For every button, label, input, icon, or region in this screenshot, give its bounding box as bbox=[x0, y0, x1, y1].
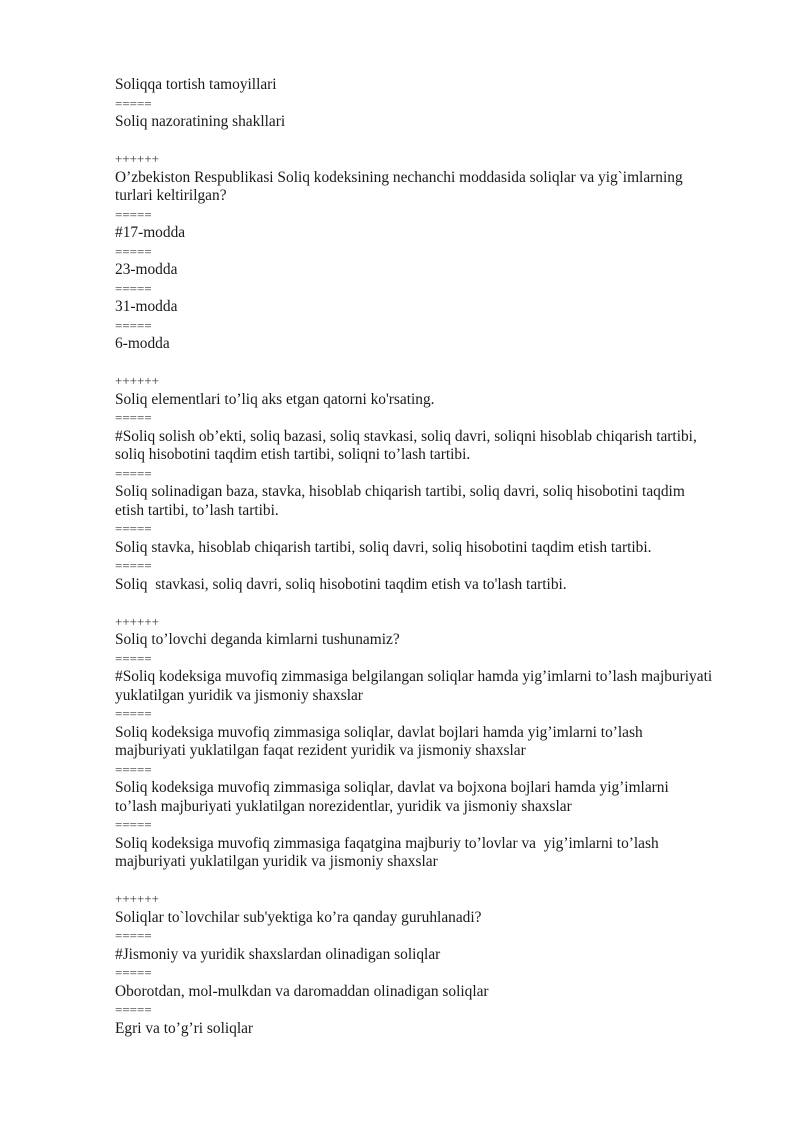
answer-separator: ===== bbox=[115, 558, 152, 573]
text-line: 31-modda bbox=[115, 298, 178, 315]
text-line: O’zbekiston Respublikasi Soliq kodeksining nechanchi moddasida soliqlar va yig`imlarning turlari keltirilgan? bbox=[115, 168, 683, 204]
text-line: Egri va to’g’ri soliqlar bbox=[115, 1019, 254, 1037]
answer-separator: ===== bbox=[115, 817, 152, 832]
text-line: Oborotdan, mol-mulkdan va daromaddan olinadigan soliqlar bbox=[115, 982, 489, 1000]
text-line: Soliq kodeksiga muvofiq zimmasiga faqatgina majburiy to’lovlar va yig’imlarni to’lash majburiyati yuklatilgan yuridik va jismoniy shaxslar bbox=[115, 834, 659, 870]
answer-separator: ===== bbox=[115, 965, 152, 980]
text-line: 6-modda bbox=[115, 335, 170, 352]
answer-separator: ===== bbox=[115, 761, 152, 777]
answer-separator: ===== bbox=[115, 1002, 152, 1017]
answer-separator: ===== bbox=[115, 521, 152, 536]
blank-line bbox=[115, 354, 755, 373]
text-line: Soliq solinadigan baza, stavka, hisoblab chiqarish tartibi, soliq davri, soliq hisobotini taqdim etish tartibi, to’lash tartibi. bbox=[115, 483, 685, 519]
text-line: Soliqqa tortish tamoyillari bbox=[115, 76, 277, 93]
text-line: Soliqlar to`lovchilar sub'yektiga ko’ra qanday guruhlanadi? bbox=[115, 908, 482, 926]
text-line: Soliq kodeksiga muvofiq zimmasiga soliqlar, davlat va bojxona bojlari hamda yig’imlarni to’lash majburiyati yuklatilgan norezidentlar, yuridik va jismoniy shaxslar bbox=[115, 779, 669, 815]
answer-separator: ===== bbox=[115, 206, 152, 222]
answer-separator: ===== bbox=[115, 465, 152, 481]
blank-line bbox=[115, 872, 755, 891]
answer-separator: ===== bbox=[115, 317, 152, 333]
answer-separator: ===== bbox=[115, 243, 152, 259]
document-page bbox=[115, 76, 755, 1038]
text-line: #Soliq solish ob’ekti, soliq bazasi, soliq stavkasi, soliq davri, soliqni hisoblab chiqarish tartibi, soliq hisobotini taqdim etish tartibi, soliqni to’lash tartibi. bbox=[115, 427, 697, 463]
text-line: 23-modda bbox=[115, 261, 178, 278]
blank-line bbox=[115, 594, 755, 613]
text-line: Soliq nazoratining shakllari bbox=[115, 113, 286, 130]
answer-separator: ===== bbox=[115, 650, 152, 666]
question-separator: ++++++ bbox=[115, 373, 159, 388]
answer-separator: ===== bbox=[115, 280, 152, 296]
blank-line bbox=[115, 132, 755, 151]
text-line: Soliq stavkasi, soliq davri, soliq hisobotini taqdim etish va to'lash tartibi. bbox=[115, 575, 567, 593]
question-separator: ++++++ bbox=[115, 891, 159, 906]
answer-separator: ===== bbox=[115, 928, 152, 943]
question-separator: ++++++ bbox=[115, 613, 159, 629]
answer-separator: ===== bbox=[115, 410, 152, 425]
text-line: Soliq kodeksiga muvofiq zimmasiga soliqlar, davlat bojlari hamda yig’imlarni to’lash majburiyati yuklatilgan faqat rezident yuridik va jismoniy shaxslar bbox=[115, 723, 643, 759]
text-line: Soliq stavka, hisoblab chiqarish tartibi, soliq davri, soliq hisobotini taqdim etish tartibi. bbox=[115, 538, 652, 556]
text-line: #Jismoniy va yuridik shaxslardan olinadigan soliqlar bbox=[115, 945, 441, 963]
text-line: Soliq elementlari to’liq aks etgan qatorni ko'rsating. bbox=[115, 390, 435, 408]
text-line: #Soliq kodeksiga muvofiq zimmasiga belgilangan soliqlar hamda yig’imlarni to’lash majburiyati yuklatilgan yuridik va jismoniy shaxslar bbox=[115, 668, 713, 704]
answer-separator: ===== bbox=[115, 706, 152, 721]
answer-separator: ===== bbox=[115, 95, 152, 111]
question-separator: ++++++ bbox=[115, 151, 159, 166]
text-line: #17-modda bbox=[115, 224, 186, 241]
text-line: Soliq to’lovchi deganda kimlarni tushunamiz? bbox=[115, 631, 400, 648]
